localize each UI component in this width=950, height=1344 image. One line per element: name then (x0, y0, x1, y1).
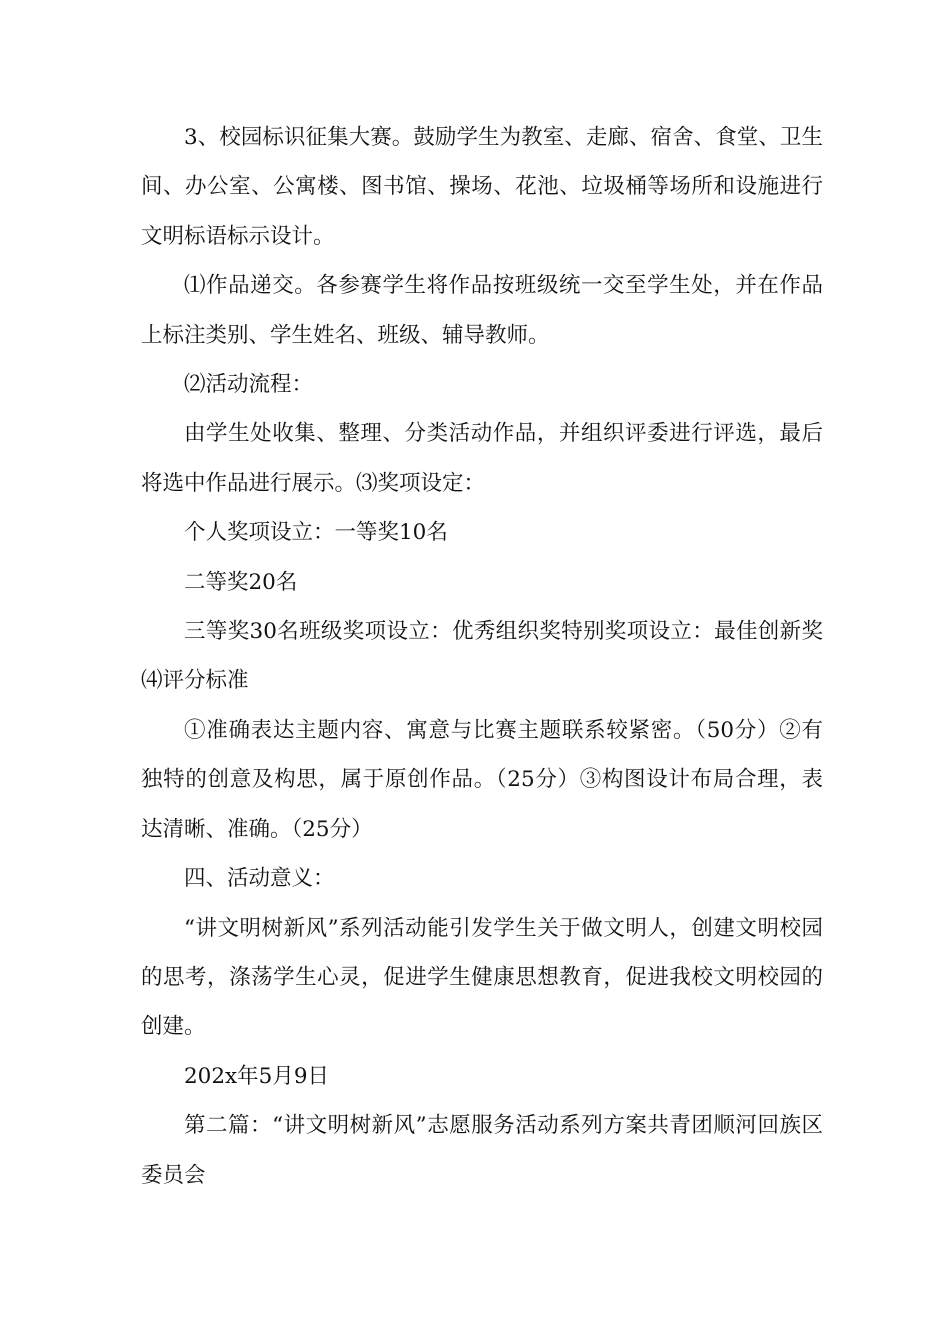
paragraph-second-article-title: 第二篇：“讲文明树新风”志愿服务活动系列方案共青团顺河回族区委员会 (141, 1113, 823, 1188)
paragraph-significance: “讲文明树新风”系列活动能引发学生关于做文明人，创建文明校园的思考，涤荡学生心灵，促进学生健康思想教育，促进我校文明校园的创建。 (141, 915, 823, 1040)
paragraph-activity-process-heading: ⑵活动流程： (184, 372, 314, 398)
paragraph-work-submission: ⑴作品递交。各参赛学生将作品按班级统一交至学生处，并在作品上标注类别、学生姓名、班级、辅导教师。 (141, 273, 823, 348)
paragraph-campus-sign-contest: 3、校园标识征集大赛。鼓励学生为教室、走廊、宿舍、食堂、卫生间、办公室、公寓楼、图书馆、操场、花池、垃圾桶等场所和设施进行文明标语标示设计。 (141, 125, 823, 249)
paragraph-individual-awards: 个人奖项设立：一等奖10名 (184, 520, 448, 546)
paragraph-date: 202x年5月9日 (184, 1063, 330, 1089)
paragraph-significance-heading: 四、活动意义： (184, 866, 335, 892)
paragraph-second-prize: 二等奖20名 (184, 569, 298, 595)
paragraph-third-prize-and-class-awards: 三等奖30名班级奖项设立：优秀组织奖特别奖项设立：最佳创新奖⑷评分标准 (141, 619, 823, 694)
paragraph-activity-process: 由学生处收集、整理、分类活动作品，并组织评委进行评选，最后将选中作品进行展示。⑶奖项设定： (141, 421, 823, 496)
paragraph-scoring-criteria: ①准确表达主题内容、寓意与比赛主题联系较紧密。（50分）②有独特的创意及构思，属于原创作品。（25分）③构图设计布局合理，表达清晰、准确。（25分） (141, 717, 823, 842)
document-body (141, 113, 823, 1200)
